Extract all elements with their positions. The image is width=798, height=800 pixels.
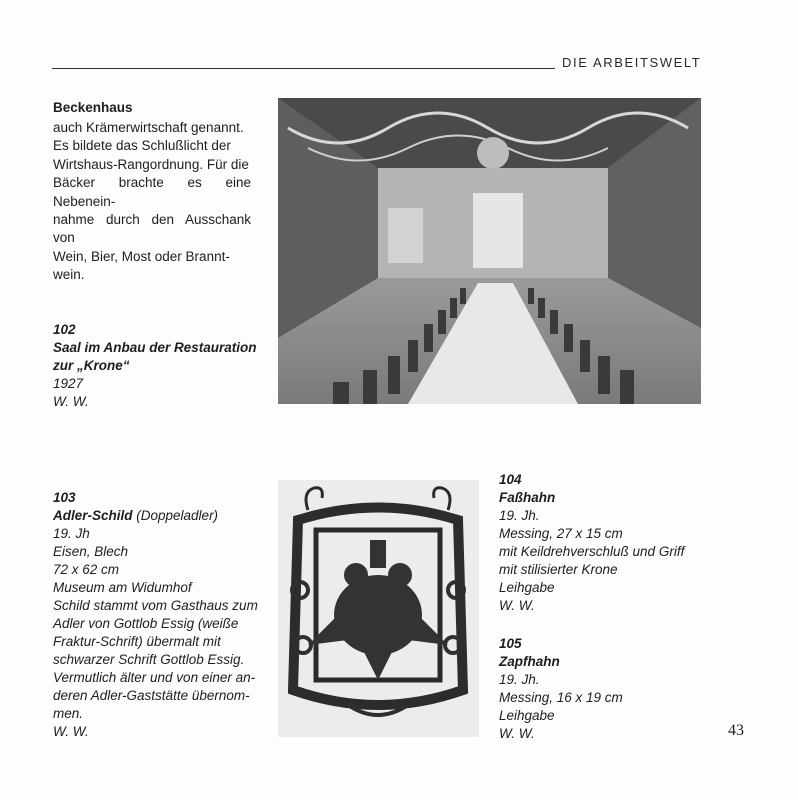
item-detail: Leihgabe xyxy=(499,580,555,595)
intro-line: Wirtshaus-Rangordnung. Für die xyxy=(53,156,249,172)
item-title: Faßhahn xyxy=(499,490,556,505)
item-detail: Leihgabe xyxy=(499,708,555,723)
item-subtitle: (Doppeladler) xyxy=(132,508,219,523)
item-credit: W. W. xyxy=(53,394,89,409)
item-credit: W. W. xyxy=(499,726,535,741)
description-line: Schild stammt vom Gasthaus zum xyxy=(53,598,258,613)
intro-line: auch Krämerwirtschaft genannt. xyxy=(53,120,244,135)
header-rule xyxy=(52,68,555,69)
eagle-sign-photo xyxy=(278,480,479,737)
hall-photo xyxy=(278,98,701,404)
description-line: Vermutlich älter und von einer an- xyxy=(53,670,256,685)
caption-104 xyxy=(499,471,729,615)
item-number: 102 xyxy=(53,322,76,337)
item-description xyxy=(53,597,267,723)
item-title: Zapfhahn xyxy=(499,654,560,669)
item-number: 103 xyxy=(53,490,76,505)
description-line: Fraktur-Schrift) übermalt mit xyxy=(53,634,221,649)
item-number: 104 xyxy=(499,472,522,487)
intro-text xyxy=(53,119,251,285)
page-number: 43 xyxy=(728,722,744,739)
item-detail: Museum am Widumhof xyxy=(53,580,192,595)
description-line: schwarzer Schrift Gottlob Essig. xyxy=(53,652,245,667)
item-detail: Messing, 16 x 19 cm xyxy=(499,690,623,705)
intro-line: wein. xyxy=(53,267,85,283)
description-line: men. xyxy=(53,706,84,721)
caption-105 xyxy=(499,635,699,743)
item-detail: Messing, 27 x 15 cm xyxy=(499,526,623,541)
item-number: 105 xyxy=(499,636,522,651)
intro-line: Wein, Bier, Most oder Brannt- xyxy=(53,248,230,264)
intro-line: nahme durch den Ausschank von xyxy=(53,212,251,246)
caption-102 xyxy=(53,321,268,411)
description-line: deren Adler-Gaststätte übernom- xyxy=(53,688,250,703)
intro-heading: Beckenhaus xyxy=(53,100,133,115)
item-detail: mit Keildrehverschluß und Griff xyxy=(499,544,685,559)
item-credit: W. W. xyxy=(499,598,535,613)
description-line: Adler von Gottlob Essig (weiße xyxy=(53,616,239,631)
item-credit: W. W. xyxy=(53,724,89,739)
item-title: Adler-Schild xyxy=(53,508,133,523)
item-detail: Eisen, Blech xyxy=(53,544,129,559)
item-detail: mit stilisierter Krone xyxy=(499,562,618,577)
item-detail: 19. Jh xyxy=(53,526,90,541)
intro-line: Bäcker brachte es eine Nebenein- xyxy=(53,175,251,209)
item-detail: 19. Jh. xyxy=(499,508,540,523)
item-detail: 72 x 62 cm xyxy=(53,562,120,577)
item-title-line: zur „Krone“ xyxy=(53,358,130,373)
item-detail: 19. Jh. xyxy=(499,672,540,687)
item-year: 1927 xyxy=(53,376,84,391)
intro-line: Es bildete das Schlußlicht der xyxy=(53,138,231,154)
caption-103 xyxy=(53,489,267,741)
item-title-line: Saal im Anbau der Restauration xyxy=(53,340,257,355)
section-title: DIE ARBEITSWELT xyxy=(562,55,702,70)
